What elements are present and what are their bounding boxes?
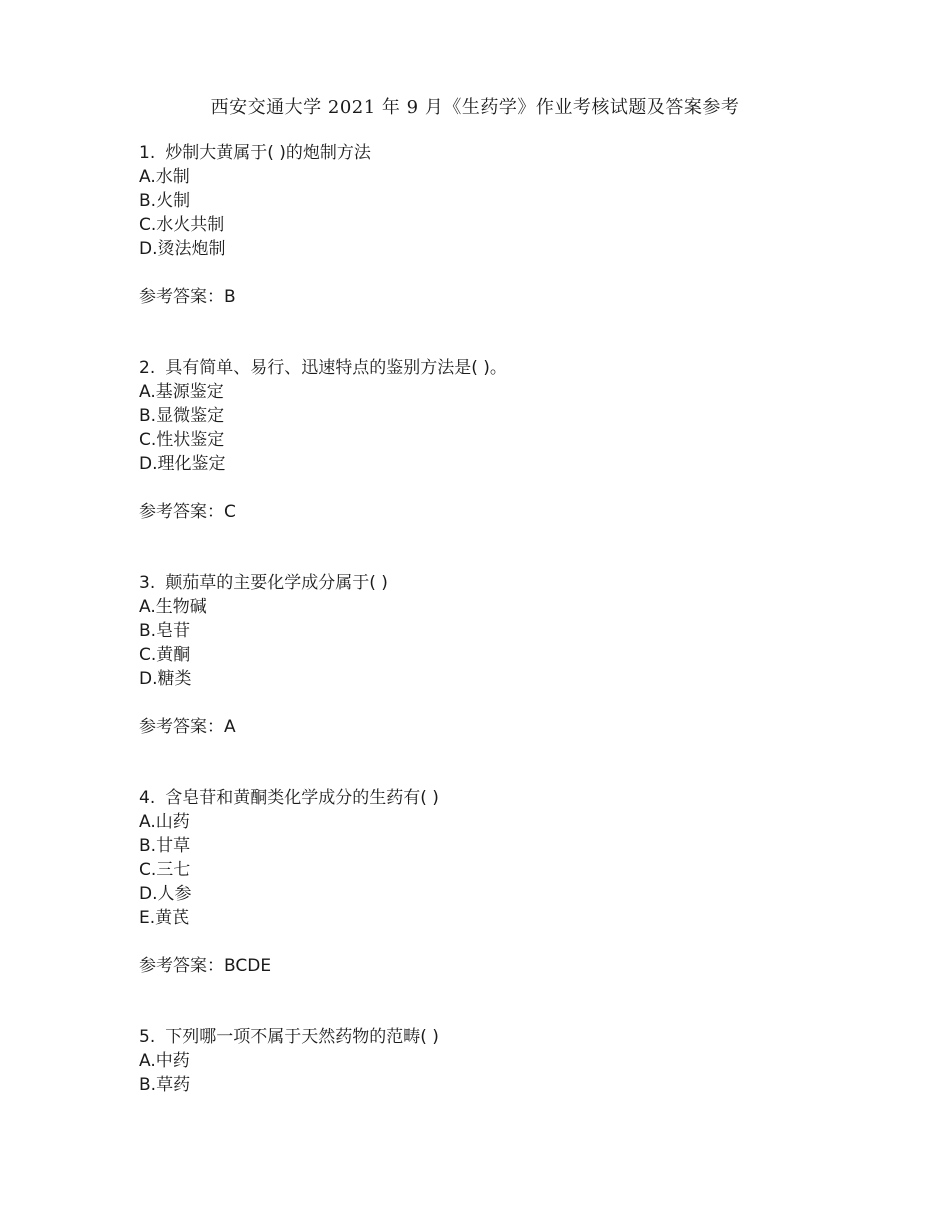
option-a: A.中药: [139, 1051, 190, 1071]
answer-label: 参考答案：: [139, 287, 224, 307]
question-number: 1.: [139, 143, 156, 163]
answer-label: 参考答案：: [139, 717, 224, 737]
answer-value: BCDE: [224, 956, 272, 976]
option-a: A.生物碱: [139, 597, 207, 617]
question-number: 4.: [139, 788, 156, 808]
question-5: [139, 1025, 439, 1097]
option-d: D.人参: [139, 884, 192, 904]
question-stem: [139, 786, 439, 810]
answer-line: [139, 954, 439, 978]
question-text: 颠茄草的主要化学成分属于( ): [165, 573, 388, 593]
option-c: C.三七: [139, 860, 191, 880]
option-d: D.烫法炮制: [139, 239, 226, 259]
question-stem: [139, 356, 507, 380]
question-number: 2.: [139, 358, 156, 378]
question-1: [139, 141, 371, 309]
option-b: B.皂苷: [139, 621, 191, 641]
answer-line: [139, 715, 388, 739]
option-b: B.草药: [139, 1075, 191, 1095]
question-stem: [139, 571, 388, 595]
option-c: C.水火共制: [139, 215, 225, 235]
option-a: A.水制: [139, 167, 190, 187]
answer-value: A: [224, 717, 236, 737]
question-text: 炒制大黄属于( )的炮制方法: [165, 143, 371, 163]
option-e: E.黄芪: [139, 908, 190, 928]
question-4: [139, 786, 439, 978]
option-b: B.火制: [139, 191, 191, 211]
question-2: [139, 356, 507, 524]
question-stem: [139, 1025, 439, 1049]
option-b: B.显微鉴定: [139, 406, 225, 426]
question-number: 3.: [139, 573, 156, 593]
answer-label: 参考答案：: [139, 502, 224, 522]
option-d: D.糖类: [139, 669, 192, 689]
option-a: A.山药: [139, 812, 190, 832]
answer-value: B: [224, 287, 236, 307]
option-c: C.性状鉴定: [139, 430, 225, 450]
question-3: [139, 571, 388, 739]
answer-value: C: [224, 502, 236, 522]
answer-line: [139, 285, 371, 309]
option-b: B.甘草: [139, 836, 191, 856]
question-stem: [139, 141, 371, 165]
question-text: 具有简单、易行、迅速特点的鉴别方法是( )。: [165, 358, 507, 378]
answer-label: 参考答案：: [139, 956, 224, 976]
option-c: C.黄酮: [139, 645, 191, 665]
question-text: 含皂苷和黄酮类化学成分的生药有( ): [165, 788, 439, 808]
answer-line: [139, 500, 507, 524]
question-text: 下列哪一项不属于天然药物的范畴( ): [165, 1027, 439, 1047]
question-number: 5.: [139, 1027, 156, 1047]
option-d: D.理化鉴定: [139, 454, 226, 474]
option-a: A.基源鉴定: [139, 382, 224, 402]
page-title: 西安交通大学 2021 年 9 月《生药学》作业考核试题及答案参考: [210, 97, 740, 118]
